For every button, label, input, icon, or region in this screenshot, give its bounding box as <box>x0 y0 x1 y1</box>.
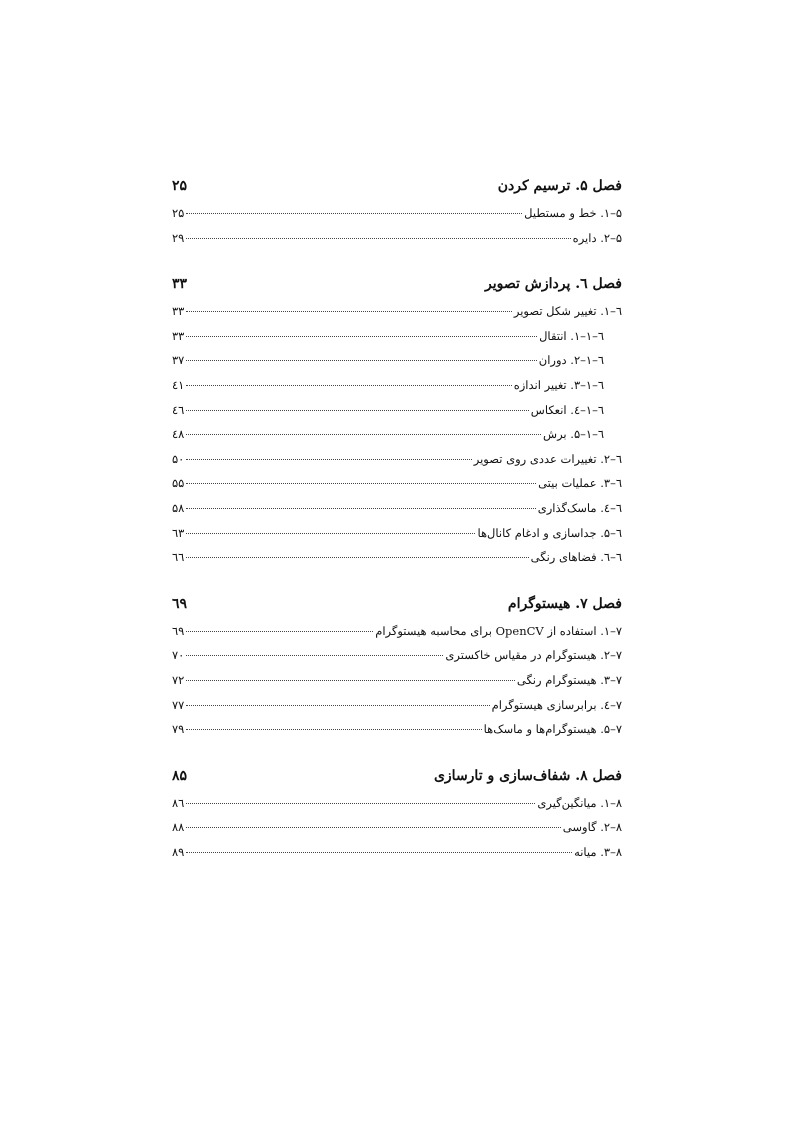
dot-leader <box>186 655 443 656</box>
chapter-page-number: ۸۵ <box>172 767 188 784</box>
dot-leader <box>186 434 541 435</box>
entry-title: ٦–۱–۲. دوران <box>538 353 604 368</box>
entry-page-number: ٦۳ <box>172 525 185 540</box>
table-of-contents <box>172 178 622 890</box>
entry-page-number: ۲۵ <box>172 206 185 220</box>
dot-leader <box>186 459 471 460</box>
toc-section-entry[interactable] <box>172 845 622 870</box>
entry-title: ٦–۱. تغییر شکل تصویر <box>513 304 622 319</box>
entry-page-number: ۵۸ <box>172 500 185 515</box>
toc-section-entry[interactable] <box>172 673 622 698</box>
chapter-page-number: ٦۹ <box>172 595 188 612</box>
entry-title: ۵–۱. خط و مستطیل <box>524 206 622 220</box>
entry-page-number: ۳۳ <box>172 328 185 343</box>
entry-title: ۷–۲. هیستوگرام در مقیاس خاکستری <box>445 648 622 663</box>
entry-title: ٦–۱–۱. انتقال <box>539 328 604 343</box>
toc-chapter <box>172 768 622 870</box>
entry-title: ۸–۲. گاوسی <box>562 820 622 835</box>
entry-page-number: ۸۹ <box>172 844 185 859</box>
dot-leader <box>186 852 572 853</box>
chapter-heading[interactable] <box>172 276 622 300</box>
entry-page-number: ٤۱ <box>172 377 185 392</box>
entry-title: ٦–۳. عملیات بیتی <box>538 476 622 491</box>
toc-section-entry[interactable] <box>172 820 622 845</box>
toc-section-entry[interactable] <box>172 624 622 649</box>
entry-title: ٦–۲. تغییرات عددی روی تصویر <box>473 451 622 466</box>
entry-page-number: ۸۸ <box>172 820 185 835</box>
dot-leader <box>186 360 536 361</box>
dot-leader <box>186 557 528 558</box>
entry-title: ٦–۵. جداسازی و ادغام کانال‌ها <box>477 525 622 540</box>
dot-leader <box>186 508 535 509</box>
entry-page-number: ٤۸ <box>172 427 185 442</box>
dot-leader <box>186 680 515 681</box>
chapter-page-number: ۲۵ <box>172 178 188 194</box>
chapter-title: فصل ۸. شفاف‌سازی و تارسازی <box>433 767 622 784</box>
chapter-title: فصل ٦. پردازش تصویر <box>485 276 622 293</box>
toc-subsection-entry[interactable] <box>172 353 622 378</box>
entry-title: ۸–۳. میانه <box>574 844 622 859</box>
entry-page-number: ۵۰ <box>172 451 185 466</box>
toc-chapter <box>172 596 622 747</box>
toc-subsection-entry[interactable] <box>172 403 622 428</box>
entry-page-number: ۵۵ <box>172 476 185 491</box>
toc-section-entry[interactable] <box>172 231 622 256</box>
entry-page-number: ٤٦ <box>172 402 185 417</box>
dot-leader <box>186 803 535 804</box>
chapter-heading[interactable] <box>172 178 622 202</box>
toc-section-entry[interactable] <box>172 526 622 551</box>
dot-leader <box>186 483 536 484</box>
entry-page-number: ۸٦ <box>172 795 185 810</box>
entry-page-number: ۳۷ <box>172 353 185 368</box>
toc-subsection-entry[interactable] <box>172 329 622 354</box>
toc-subsection-entry[interactable] <box>172 378 622 403</box>
toc-section-entry[interactable] <box>172 501 622 526</box>
entry-title: ۸–۱. میانگین‌گیری <box>537 795 622 810</box>
entry-title: ٦–۱–۳. تغییر اندازه <box>513 377 604 392</box>
entry-title: ۷–٤. برابرسازی هیستوگرام <box>491 697 622 712</box>
entry-page-number: ۷۰ <box>172 648 185 663</box>
entry-page-number: ۷۲ <box>172 672 185 687</box>
entry-page-number: ۳۳ <box>172 304 185 319</box>
dot-leader <box>186 827 560 828</box>
chapter-heading[interactable] <box>172 596 622 620</box>
entry-title: ٦–۱–٤. انعکاس <box>530 402 604 417</box>
chapter-title: فصل ۷. هیستوگرام <box>507 595 622 612</box>
entry-title: ٦–٤. ماسک‌گذاری <box>537 500 622 515</box>
dot-leader <box>186 533 475 534</box>
entry-title: ٦–۱–۵. برش <box>543 427 604 442</box>
dot-leader <box>186 729 481 730</box>
toc-section-entry[interactable] <box>172 698 622 723</box>
entry-title: ۵–۲. دایره <box>572 230 622 245</box>
toc-subsection-entry[interactable] <box>172 427 622 452</box>
entry-title: ۷–۵. هیستوگرام‌ها و ماسک‌ها <box>483 722 622 737</box>
dot-leader <box>186 213 522 214</box>
chapter-heading[interactable] <box>172 768 622 792</box>
toc-section-entry[interactable] <box>172 648 622 673</box>
toc-section-entry[interactable] <box>172 304 622 329</box>
toc-section-entry[interactable] <box>172 452 622 477</box>
dot-leader <box>186 631 373 632</box>
dot-leader <box>186 410 528 411</box>
toc-section-entry[interactable] <box>172 796 622 821</box>
dot-leader <box>186 705 489 706</box>
toc-section-entry[interactable] <box>172 476 622 501</box>
entry-title: ۷–۳. هیستوگرام رنگی <box>516 672 622 687</box>
toc-chapter <box>172 276 622 575</box>
toc-chapter <box>172 178 622 255</box>
toc-section-entry[interactable] <box>172 206 622 231</box>
entry-page-number: ٦۹ <box>172 623 185 638</box>
chapter-title: فصل ۵. ترسیم کردن <box>497 178 622 194</box>
entry-page-number: ٦٦ <box>172 550 185 565</box>
entry-title: ۷–۱. استفاده از OpenCV برای محاسبه هیستوگرام <box>375 623 622 638</box>
dot-leader <box>186 385 511 386</box>
entry-title: ٦–٦. فضاهای رنگی <box>530 550 622 565</box>
entry-page-number: ۷۹ <box>172 722 185 737</box>
chapter-page-number: ۳۳ <box>172 276 188 293</box>
entry-page-number: ۲۹ <box>172 230 185 245</box>
entry-page-number: ۷۷ <box>172 697 185 712</box>
toc-section-entry[interactable] <box>172 550 622 575</box>
dot-leader <box>186 336 537 337</box>
dot-leader <box>186 238 570 239</box>
toc-section-entry[interactable] <box>172 722 622 747</box>
dot-leader <box>186 311 512 312</box>
